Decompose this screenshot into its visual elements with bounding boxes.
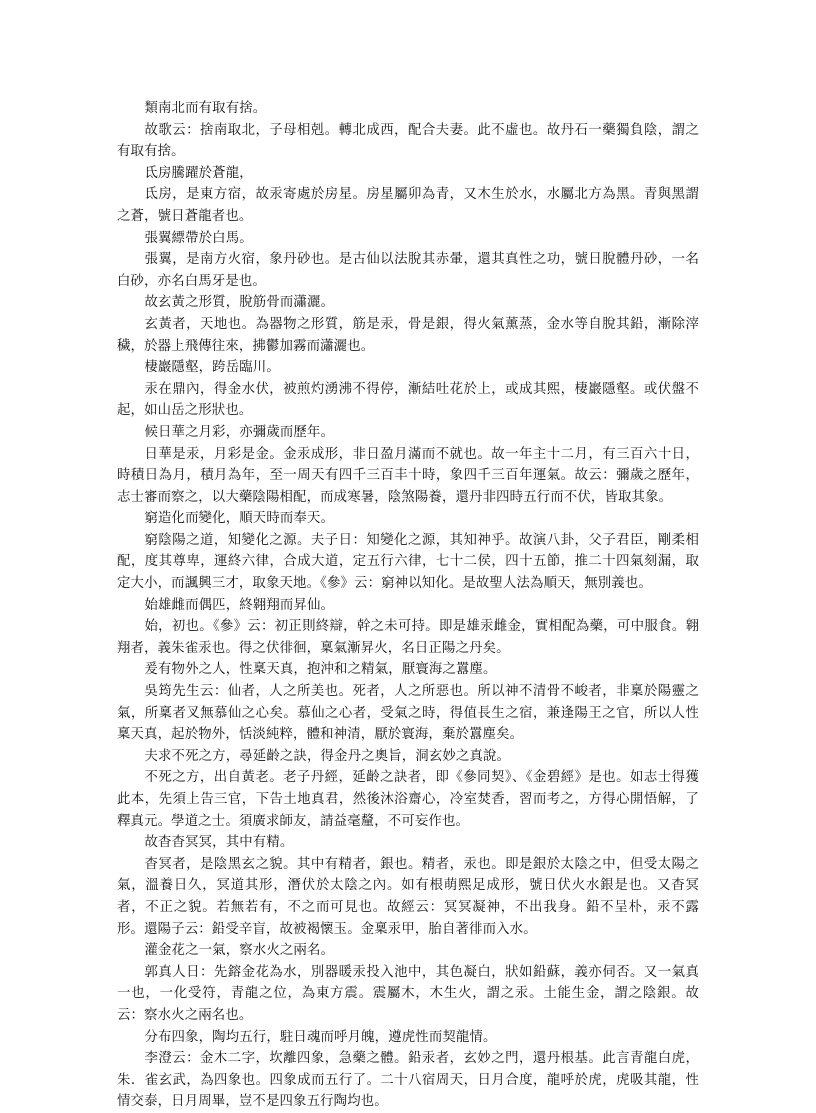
- paragraph-commentary: 氐房，是東方宿，故汞寄處於房星。房星屬卯為青，又木生於水，水屬北方為黑。青與黑謂之蒼，號日蒼龍者也。: [117, 187, 699, 224]
- document-page: [117, 98, 699, 1113]
- paragraph-verse: 分布四象，陶均五行，駐日魂而呼月魄，遵虎性而契龍情。: [144, 1029, 497, 1045]
- paragraph-commentary: 杳冥者，是陰黑玄之貌。其中有精者，銀也。精者，汞也。即是銀於太陰之中，但受太陽之氣，溫養日久，冥道其形，潛伏於太陰之內。如有根萌熙足成形，號日伏火水銀是也。又杳冥者，不正之貌。若無若有，不之而可見也。故經云：冥冥凝神，不出我身。鉛不呈朴，汞不露形。還陽子云：鉛受辛盲，故被褐懷玉。金稟汞甲，胎自著徘而入水。: [117, 856, 699, 937]
- paragraph-verse: 窮造化而變化，順天時而奉天。: [144, 511, 335, 527]
- paragraph-commentary: 李澄云：金木二字，坎離四象，急藥之體。鉛汞者，玄妙之門，還丹根基。此言青龍白虎，朱．雀玄武，為四象也。四象成而五行了。二十八宿周天，日月合度，龍呼於虎，虎吸其龍，性情交泰，日月周畢，豈不是四象五行陶均也。: [117, 1051, 699, 1110]
- paragraph-commentary: 張翼，是南方火宿，象丹砂也。是古仙以法脫其赤暈，還其真性之功，號日脫體丹砂，一名白砂，亦名白馬牙是也。: [117, 252, 699, 289]
- paragraph-commentary: 窮陰陽之道，知變化之源。夫子日：知變化之源，其知神乎。故演八卦，父子君臣，剛柔相配，度其尊卑，運終六律，合成大道，定五行六律，七十二侯，四十五節，推二十四氣刻漏，取定大小，而諷興三才，取象天地。《參》云：窮神以知化。是故聖人法為順天，無別義也。: [117, 532, 699, 592]
- paragraph-commentary: 故歌云：捨南取北，子母相剋。轉北成西，配合夫妻。此不虛也。故丹石一藥獨負陰，謂之有取有捨。: [117, 122, 699, 160]
- paragraph-commentary: 吳筠先生云：仙者，人之所美也。死者，人之所惡也。所以神不清骨不峻者，非稟於陽靈之氣，所稟者叉無慕仙之心矣。慕仙之心者，受氣之時，得值長生之宿，兼逢陽王之官，所以人性稟天真，起於物外，恬淡純粹，體和神清，厭於寰海，棄於囂塵矣。: [117, 684, 699, 743]
- paragraph-verse: 故玄黃之形質，脫筋骨而瀟灑。: [144, 295, 335, 311]
- paragraph-commentary: 不死之方，出自黃老。老子丹經，延齡之訣者，即《參同契》、《金碧經》是也。如志士得獲此本，先須上告三官，下告土地真君，然後沐浴齋心，冷室焚香，習而考之，方得心開悟解，了釋真元。學道之士。須廣求師友，請益毫釐，不可妄作也。: [117, 770, 699, 829]
- paragraph-verse: 張翼縹帶於白馬。: [144, 230, 253, 246]
- paragraph-commentary: 汞在鼎內，得金水伏，被煎灼湧沸不得停，漸結吐花於上，或成其熙，棲巖隱壑。或伏盤不起，如山岳之形狀也。: [117, 381, 699, 419]
- paragraph-commentary: 玄黃者，天地也。為器物之形質，筋是汞，骨是銀，得火氣薰蒸，金水等自脫其鉛，漸除滓穢，於器上飛傳往來，拂鬱加霧而瀟灑也。: [117, 316, 699, 354]
- paragraph-verse: 故杳杳冥冥，其中有精。: [144, 835, 294, 851]
- paragraph-commentary: 始，初也。《參》云：初正則終辯，幹之未可持。即是雄汞雌金，實相配為藥，可中服食。翱翔者，義朱雀汞也。得之伏徘徊，稟氣漸昇火，名日正陽之丹矣。: [117, 619, 699, 656]
- paragraph-verse: 氐房騰躍於蒼龍，: [144, 165, 253, 181]
- paragraph-verse: 類南北而有取有捨。: [144, 101, 267, 116]
- paragraph-verse: 夫求不死之方，尋延齡之訣，得金丹之奧旨，洞玄妙之真說。: [144, 748, 511, 764]
- paragraph-verse: 爰有物外之人，性稟天真，抱沖和之精氣，厭寰海之囂塵。: [144, 662, 497, 678]
- paragraph-verse: 始雄雌而偶匹，終翱翔而昇仙。: [144, 597, 335, 613]
- paragraph-verse: 棲巖隱壑，跨岳臨川。: [144, 360, 280, 376]
- paragraph-verse: 灌金花之一氣，察水火之兩名。: [144, 943, 335, 959]
- paragraph-commentary: 日華是汞，月彩是金。金汞成形，非日盈月滿而不就也。故一年主十二月，有三百六十日，時積日為月，積月為年，至一周天有四千三百丰十時，象四千三百年運氣。故云：彌歲之歷年，志士審而察之，以大藥陰陽相配，而成寒暑，陰煞陽養，還丹非四時五行而不伏，皆取其象。: [117, 446, 699, 505]
- paragraph-commentary: 郭真人日：先鎔金花為水，別器暖汞投入池中，其色凝白，狀如鉛蘇，義亦伺否。又一氣真一也，一化受符，青龍之位，為東方震。震屬木，木生火，謂之汞。土能生金，謂之陰銀。故云：察水火之兩名也。: [117, 964, 699, 1023]
- paragraph-verse: 候日華之月彩，亦彌歲而歷年。: [144, 424, 335, 440]
